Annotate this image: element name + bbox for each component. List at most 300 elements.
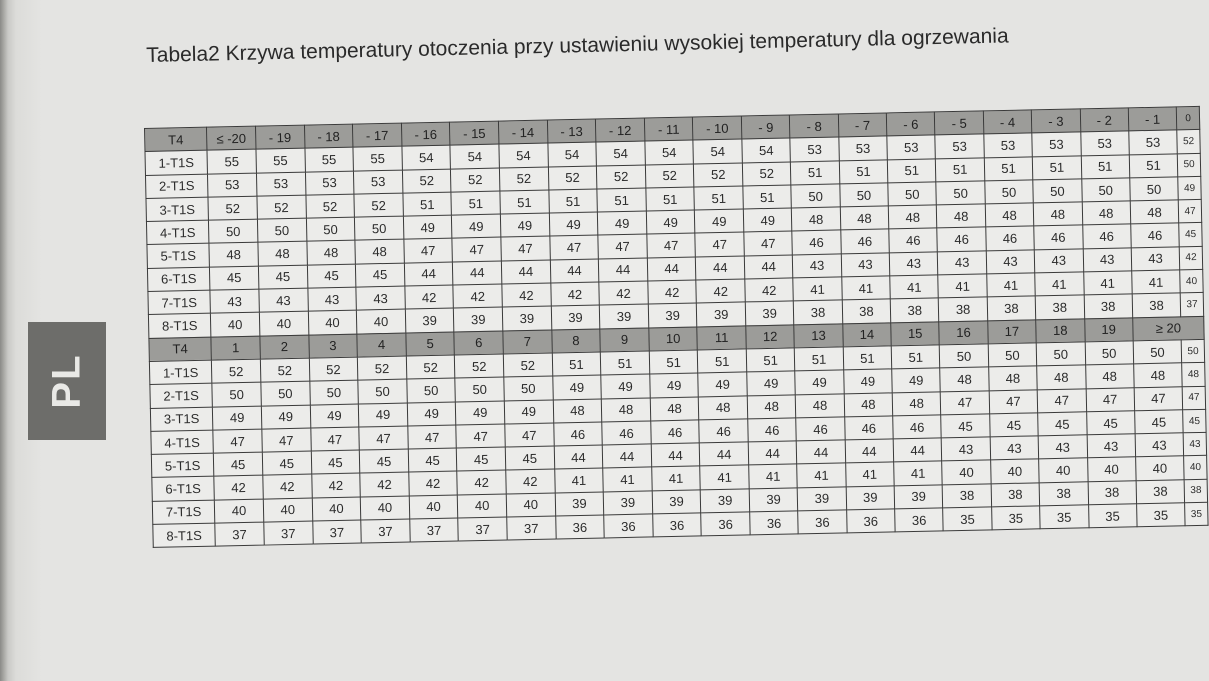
table-cell: 42 — [263, 475, 312, 499]
table-cell: 54 — [450, 144, 499, 168]
table-cell: 55 — [207, 149, 256, 173]
table-cell: 43 — [942, 437, 991, 461]
table-cell: 50 — [1081, 178, 1130, 202]
column-header: - 19 — [255, 125, 304, 149]
table-cell: 50 — [306, 217, 355, 241]
table-cell: 38 — [1132, 293, 1181, 317]
table-cell: 51 — [698, 349, 747, 373]
table-cell: 42 — [214, 476, 263, 500]
table-cell: 45 — [941, 414, 990, 438]
table-cell: 51 — [1081, 154, 1130, 178]
table-cell: 44 — [453, 261, 502, 285]
table-cell: 43 — [1034, 249, 1083, 273]
column-header: - 16 — [401, 122, 450, 146]
table-cell: 38 — [943, 484, 992, 508]
language-tab — [28, 322, 106, 440]
table-cell: 53 — [887, 135, 936, 159]
table-cell: 50 — [1181, 339, 1204, 363]
table-cell: 40 — [990, 459, 1039, 483]
table-cell: 48 — [985, 203, 1034, 227]
table-cell: 50 — [504, 376, 553, 400]
table-cell: 49 — [646, 210, 695, 234]
table-cell: 43 — [1083, 248, 1132, 272]
table-cell: 43 — [1131, 247, 1180, 271]
table-cell: 48 — [699, 395, 748, 419]
table-cell: 43 — [889, 252, 938, 276]
table-cell: 49 — [212, 406, 261, 430]
table-cell: 35 — [991, 506, 1040, 530]
table-cell: 45 — [307, 264, 356, 288]
table-cell: 41 — [845, 462, 894, 486]
table-cell: 42 — [599, 281, 648, 305]
table-cell: 41 — [793, 277, 842, 301]
table-cell: 51 — [791, 161, 840, 185]
table-cell: 38 — [1184, 479, 1207, 503]
table-cell: 48 — [258, 242, 307, 266]
header-label: T4 — [145, 127, 208, 152]
table-cell: 49 — [698, 372, 747, 396]
table-cell: 40 — [1039, 458, 1088, 482]
column-header: - 10 — [693, 116, 742, 140]
table-cell: 48 — [892, 391, 941, 415]
table-cell: 52 — [694, 163, 743, 187]
table-cell: 55 — [305, 147, 354, 171]
row-label: 5-T1S — [147, 244, 210, 269]
temperature-curve-table — [144, 106, 1209, 548]
table-cell: 54 — [742, 138, 791, 162]
table-cell: 49 — [795, 370, 844, 394]
table-cell: 51 — [649, 350, 698, 374]
table-cell: 40 — [1087, 457, 1136, 481]
table-cell: 45 — [311, 450, 360, 474]
table-cell: 35 — [943, 507, 992, 531]
table-cell: 43 — [1183, 432, 1206, 456]
table-cell: 36 — [604, 514, 653, 538]
column-header: - 15 — [450, 121, 499, 145]
table-title: Tabela2 Krzywa temperatury otoczenia przy ustawieniu wysokiej temperatury dla ogrzewania — [146, 24, 1009, 67]
table-cell: 35 — [1185, 502, 1208, 526]
table-cell: 50 — [936, 181, 985, 205]
table-cell: 46 — [1034, 225, 1083, 249]
table-cell: 48 — [1182, 363, 1205, 387]
column-header: 14 — [842, 323, 891, 347]
table-cell: 47 — [1037, 388, 1086, 412]
table-cell: 47 — [501, 237, 550, 261]
table-cell: 46 — [699, 419, 748, 443]
column-header: 11 — [697, 326, 746, 350]
table-cell: 45 — [262, 451, 311, 475]
table-cell: 46 — [553, 422, 602, 446]
row-label: 3-T1S — [146, 197, 209, 222]
table-cell: 37 — [1180, 293, 1203, 317]
table-cell: 49 — [456, 401, 505, 425]
table-cell: 52 — [406, 355, 455, 379]
column-header: - 4 — [983, 110, 1032, 134]
table-cell: 48 — [1085, 364, 1134, 388]
table-cell: 48 — [355, 240, 404, 264]
table-cell: 49 — [843, 369, 892, 393]
table-cell: 41 — [603, 467, 652, 491]
table-cell: 53 — [1080, 131, 1129, 155]
table-cell: 39 — [555, 492, 604, 516]
table-cell: 52 — [357, 356, 406, 380]
table-cell: 46 — [792, 230, 841, 254]
table-cell: 41 — [652, 466, 701, 490]
table-cell: 42 — [550, 282, 599, 306]
table-cell: 41 — [797, 463, 846, 487]
table-cell: 50 — [209, 219, 258, 243]
table-cell: 48 — [1134, 363, 1183, 387]
table-cell: 51 — [891, 345, 940, 369]
table-cell: 50 — [988, 343, 1037, 367]
table-cell: 50 — [985, 180, 1034, 204]
table-cell: 44 — [845, 439, 894, 463]
table-cell: 41 — [1083, 271, 1132, 295]
table-cell: 46 — [844, 416, 893, 440]
table-cell: 40 — [263, 498, 312, 522]
table-cell: 50 — [940, 344, 989, 368]
table-cell: 42 — [311, 474, 360, 498]
column-header: - 2 — [1080, 108, 1129, 132]
table-cell: 38 — [1039, 482, 1088, 506]
column-header: 7 — [503, 330, 552, 354]
table-cell: 51 — [552, 352, 601, 376]
table-cell: 46 — [937, 227, 986, 251]
table-cell: 39 — [502, 306, 551, 330]
table-cell: 50 — [1133, 340, 1182, 364]
table-cell: 48 — [650, 397, 699, 421]
table-cell: 39 — [551, 305, 600, 329]
table-cell: 38 — [890, 298, 939, 322]
table-cell: 50 — [1130, 177, 1179, 201]
table-cell: 41 — [1132, 270, 1181, 294]
table-cell: 48 — [1082, 201, 1131, 225]
table-cell: 37 — [361, 519, 410, 543]
table-cell: 54 — [499, 143, 548, 167]
table-cell: 45 — [1038, 412, 1087, 436]
table-cell: 43 — [1087, 434, 1136, 458]
table-cell: 51 — [887, 159, 936, 183]
table-cell: 46 — [1131, 223, 1180, 247]
table-cell: 44 — [599, 258, 648, 282]
table-cell: 49 — [892, 368, 941, 392]
table-cell: 43 — [210, 289, 259, 313]
table-cell: 50 — [1033, 179, 1082, 203]
table-cell: 43 — [1038, 435, 1087, 459]
table-cell: 36 — [750, 511, 799, 535]
table-cell: 47 — [744, 231, 793, 255]
row-label: 8-T1S — [153, 523, 216, 548]
table-cell: 51 — [500, 190, 549, 214]
row-label: 1-T1S — [149, 360, 212, 385]
table-cell: 50 — [355, 216, 404, 240]
table-cell: 41 — [987, 273, 1036, 297]
table-cell: 50 — [840, 183, 889, 207]
table-cell: 52 — [208, 196, 257, 220]
table-cell: 43 — [259, 288, 308, 312]
table-cell: 38 — [1035, 295, 1084, 319]
row-label: 5-T1S — [151, 453, 214, 478]
table-cell: 51 — [843, 346, 892, 370]
table-cell: 39 — [894, 485, 943, 509]
table-cell: 49 — [1178, 176, 1201, 200]
table-cell: 53 — [935, 134, 984, 158]
table-cell: 53 — [839, 136, 888, 160]
table-cell: 45 — [457, 447, 506, 471]
table-cell: 49 — [403, 215, 452, 239]
table-cell: 50 — [1036, 342, 1085, 366]
table-cell: 50 — [358, 379, 407, 403]
column-header: 6 — [454, 331, 503, 355]
column-header: - 17 — [353, 123, 402, 147]
table-cell: 40 — [312, 497, 361, 521]
table-cell: 53 — [208, 173, 257, 197]
column-header: - 8 — [790, 114, 839, 138]
table-cell: 45 — [359, 449, 408, 473]
table-cell: 51 — [597, 188, 646, 212]
table-cell: 48 — [888, 205, 937, 229]
table-cell: 51 — [746, 348, 795, 372]
table-cell: 52 — [548, 166, 597, 190]
table-cell: 38 — [991, 483, 1040, 507]
table-cell: 54 — [548, 142, 597, 166]
table-cell: 47 — [213, 429, 262, 453]
table-cell: 48 — [601, 398, 650, 422]
table-cell: 43 — [990, 436, 1039, 460]
column-header: 8 — [551, 329, 600, 353]
row-label: 7-T1S — [152, 500, 215, 525]
table-cell: 40 — [506, 493, 555, 517]
table-cell: 40 — [360, 496, 409, 520]
table-cell: 38 — [939, 297, 988, 321]
table-cell: 40 — [409, 495, 458, 519]
table-cell: 37 — [410, 518, 459, 542]
table-cell: 49 — [601, 374, 650, 398]
table-cell: 37 — [507, 516, 556, 540]
table-cell: 50 — [791, 184, 840, 208]
table-cell: 50 — [407, 378, 456, 402]
table-cell: 36 — [653, 513, 702, 537]
table-cell: 48 — [840, 206, 889, 230]
table-cell: 46 — [602, 421, 651, 445]
table-cell: 36 — [701, 512, 750, 536]
table-cell: 35 — [1088, 504, 1137, 528]
column-header: - 1 — [1128, 107, 1177, 131]
table-cell: 46 — [841, 229, 890, 253]
column-header: 19 — [1084, 318, 1133, 342]
table-cell: 44 — [647, 257, 696, 281]
table-cell: 45 — [1086, 411, 1135, 435]
table-cell: 51 — [795, 347, 844, 371]
row-label: 1-T1S — [145, 150, 208, 175]
table-cell: 39 — [697, 302, 746, 326]
column-header: 2 — [260, 335, 309, 359]
table-cell: 46 — [893, 415, 942, 439]
column-header: - 7 — [838, 113, 887, 137]
table-cell: 51 — [743, 185, 792, 209]
table-cell: 53 — [984, 133, 1033, 157]
table-cell: 37 — [458, 517, 507, 541]
row-label: 6-T1S — [152, 477, 215, 502]
table-cell: 47 — [1086, 387, 1135, 411]
column-header: - 11 — [644, 117, 693, 141]
table-cell: 51 — [600, 351, 649, 375]
table-cell: 40 — [1184, 456, 1207, 480]
table-cell: 47 — [695, 232, 744, 256]
row-label: 8-T1S — [148, 314, 211, 339]
table-cell: 50 — [257, 218, 306, 242]
table-cell: 45 — [989, 413, 1038, 437]
column-header: - 5 — [935, 111, 984, 135]
table-cell: 47 — [404, 239, 453, 263]
column-header: 15 — [891, 322, 940, 346]
table-cell: 42 — [506, 469, 555, 493]
table-cell: 48 — [988, 366, 1037, 390]
column-header: 10 — [649, 327, 698, 351]
table-cell: 44 — [748, 441, 797, 465]
table-cell: 40 — [458, 494, 507, 518]
table-cell: 52 — [309, 357, 358, 381]
table-cell: 52 — [402, 169, 451, 193]
table-cell: 52 — [1177, 130, 1200, 154]
table-cell: 52 — [499, 167, 548, 191]
table-cell: 35 — [1136, 503, 1185, 527]
row-label: 7-T1S — [148, 290, 211, 315]
table-cell: 42 — [360, 472, 409, 496]
table-cell: 40 — [308, 310, 357, 334]
table-cell: 45 — [408, 448, 457, 472]
table-cell: 42 — [648, 280, 697, 304]
table-cell: 36 — [895, 508, 944, 532]
table-cell: 52 — [503, 353, 552, 377]
table-cell: 43 — [307, 287, 356, 311]
table-cell: 54 — [596, 141, 645, 165]
table-cell: 53 — [1129, 130, 1178, 154]
table-cell: 49 — [650, 373, 699, 397]
table-cell: 48 — [796, 393, 845, 417]
table-cell: 38 — [1136, 480, 1185, 504]
table-cell: 52 — [305, 194, 354, 218]
table-cell: 47 — [941, 390, 990, 414]
table-cell: 41 — [554, 468, 603, 492]
table-cell: 44 — [696, 256, 745, 280]
table-cell: 45 — [1183, 409, 1206, 433]
header-label: T4 — [149, 337, 212, 362]
table-cell: 44 — [797, 440, 846, 464]
table-cell: 44 — [554, 445, 603, 469]
column-header: 5 — [406, 332, 455, 356]
table-cell: 53 — [1032, 132, 1081, 156]
table-cell: 41 — [890, 275, 939, 299]
table-cell: 40 — [210, 313, 259, 337]
row-label: 2-T1S — [145, 174, 208, 199]
table-cell: 45 — [1135, 410, 1184, 434]
table-cell: 54 — [693, 139, 742, 163]
table-cell: 43 — [986, 250, 1035, 274]
column-header: - 3 — [1031, 109, 1080, 133]
table-cell: 48 — [553, 399, 602, 423]
table-cell: 53 — [790, 137, 839, 161]
table-cell: 43 — [356, 286, 405, 310]
table-cell: 36 — [555, 515, 604, 539]
column-header: 12 — [746, 325, 795, 349]
column-header: ≤ -20 — [207, 126, 256, 150]
column-header: 0 — [1177, 106, 1200, 130]
table-cell: 47 — [408, 425, 457, 449]
table-cell: 47 — [505, 423, 554, 447]
table-cell: 49 — [743, 208, 792, 232]
table-cell: 50 — [212, 382, 261, 406]
table-cell: 51 — [839, 160, 888, 184]
table-cell: 41 — [938, 274, 987, 298]
table-cell: 46 — [748, 418, 797, 442]
table-cell: 54 — [402, 145, 451, 169]
table-cell: 49 — [747, 371, 796, 395]
row-label: 4-T1S — [146, 220, 209, 245]
table-cell: 42 — [405, 285, 454, 309]
table-cell: 50 — [309, 380, 358, 404]
table-cell: 46 — [1082, 224, 1131, 248]
table-cell: 52 — [742, 162, 791, 186]
table-cell: 39 — [846, 486, 895, 510]
table-cell: 49 — [500, 213, 549, 237]
table-cell: 50 — [1085, 341, 1134, 365]
column-header: 18 — [1036, 319, 1085, 343]
table-cell: 42 — [1179, 246, 1202, 270]
table-cell: 42 — [409, 471, 458, 495]
column-header: ≥ 20 — [1133, 316, 1205, 341]
table-cell: 44 — [893, 438, 942, 462]
table-cell: 39 — [648, 303, 697, 327]
table-cell: 49 — [261, 405, 310, 429]
table-cell: 55 — [256, 148, 305, 172]
table-cell: 44 — [404, 262, 453, 286]
table-cell: 39 — [745, 301, 794, 325]
table-cell: 45 — [210, 266, 259, 290]
table-cell: 52 — [257, 195, 306, 219]
table-cell: 54 — [645, 140, 694, 164]
table-cell: 53 — [256, 172, 305, 196]
table-cell: 47 — [452, 238, 501, 262]
column-header: 9 — [600, 328, 649, 352]
table-cell: 52 — [645, 164, 694, 188]
table-cell: 50 — [888, 182, 937, 206]
row-label: 2-T1S — [150, 383, 213, 408]
column-header: - 12 — [596, 118, 645, 142]
column-header: - 6 — [886, 112, 935, 136]
table-cell: 39 — [603, 491, 652, 515]
column-header: 1 — [211, 336, 260, 360]
table-cell: 51 — [548, 189, 597, 213]
table-cell: 48 — [747, 394, 796, 418]
table-cell: 45 — [213, 452, 262, 476]
table-cell: 52 — [211, 359, 260, 383]
table-cell: 49 — [452, 214, 501, 238]
row-label: 3-T1S — [150, 407, 213, 432]
table-cell: 41 — [841, 276, 890, 300]
table-cell: 49 — [310, 404, 359, 428]
table-cell: 42 — [453, 284, 502, 308]
table-cell: 37 — [312, 520, 361, 544]
table-cell: 40 — [942, 460, 991, 484]
table-cell: 40 — [357, 309, 406, 333]
table-cell: 45 — [505, 446, 554, 470]
table-cell: 51 — [936, 158, 985, 182]
column-header: - 13 — [547, 119, 596, 143]
table-cell: 38 — [987, 296, 1036, 320]
table-cell: 48 — [1130, 200, 1179, 224]
table-cell: 38 — [1084, 294, 1133, 318]
